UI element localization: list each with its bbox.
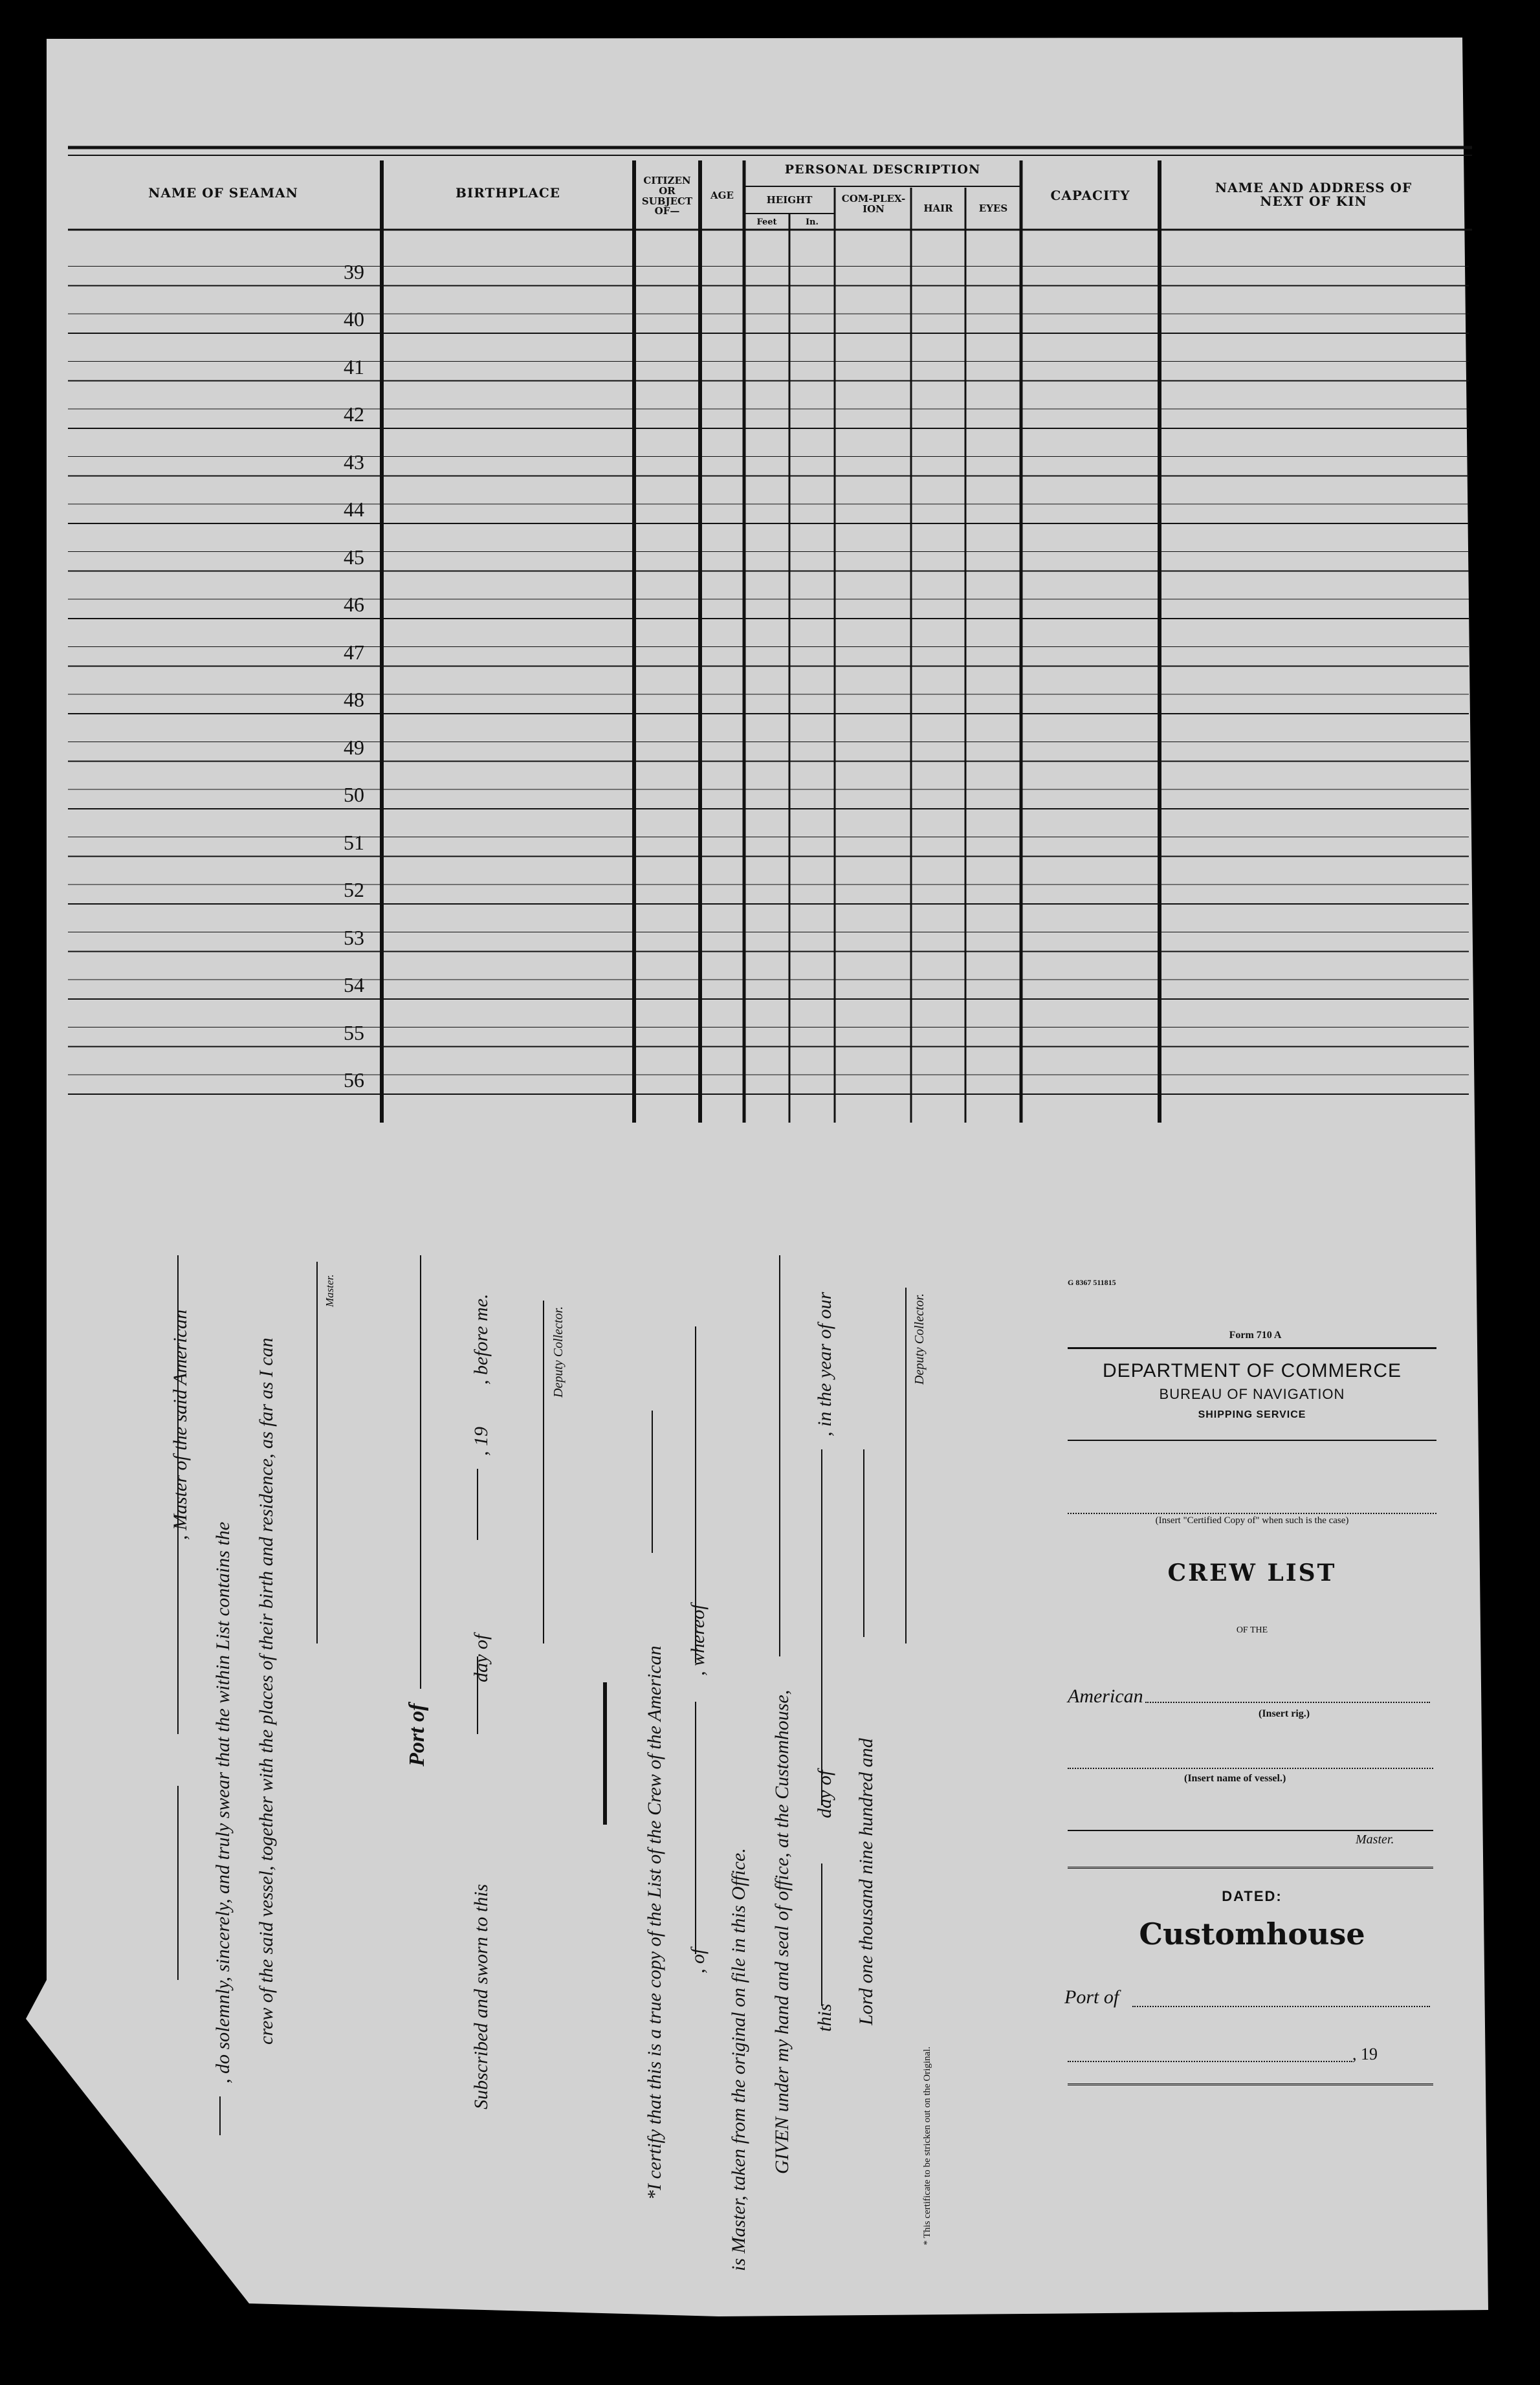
service-title: SHIPPING SERVICE	[1198, 1409, 1306, 1420]
cover-master-label: Master.	[1356, 1832, 1394, 1847]
header-eyes: EYES	[978, 203, 1008, 214]
header-complexion: COM-PLEX-ION	[841, 193, 906, 215]
header-name-of-seaman: NAME OF SEAMAN	[148, 185, 298, 201]
header-capacity: CAPACITY	[1050, 188, 1130, 203]
certificate-this: this	[814, 2003, 835, 2032]
row-number: 48	[344, 688, 364, 711]
crew-list-title: CREW LIST	[1167, 1559, 1337, 1587]
of-the: OF THE	[1236, 1625, 1268, 1635]
oath-line-2: , do solemnly, sincerely, and truly swear that the within List contains the	[212, 1521, 234, 2083]
cover-port-of: Port of	[1064, 1986, 1119, 2008]
row-number: 43	[344, 450, 364, 474]
certificate-footnote: * This certificate to be stricken out on the Original.	[922, 2046, 932, 2245]
certificate-year-of-our: , in the year of our	[814, 1291, 835, 1436]
cover-rule-top	[1068, 1347, 1436, 1349]
oath-before-me: , before me.	[470, 1293, 492, 1385]
insert-name-note: (Insert name of vessel.)	[1184, 1773, 1286, 1784]
insert-copy-note: (Insert "Certified Copy of" when such is the case)	[1155, 1515, 1349, 1526]
oath-day-of: day of	[470, 1634, 492, 1682]
row-number: 56	[344, 1068, 364, 1092]
bureau-title: BUREAU OF NAVIGATION	[1159, 1386, 1345, 1402]
row-number: 51	[344, 830, 364, 854]
certificate-line-4: GIVEN under my hand and seal of office, at the Customhouse,	[771, 1689, 793, 2174]
header-citizen: CITIZEN OR SUBJECT OF—	[641, 175, 693, 217]
row-number: 47	[344, 640, 364, 664]
cover-rule-5	[1068, 2083, 1433, 2085]
insert-rig-note: (Insert rig.)	[1259, 1708, 1310, 1719]
department-title: DEPARTMENT OF COMMERCE	[1102, 1360, 1402, 1381]
dated-label: DATED:	[1222, 1888, 1282, 1904]
date-blank	[1068, 2061, 1352, 2062]
row-number: 40	[344, 307, 364, 331]
header-inches: In.	[805, 217, 819, 227]
row-number: 53	[344, 925, 364, 949]
oath-year: , 19	[470, 1427, 492, 1456]
american-label: American	[1068, 1686, 1143, 1707]
row-number: 54	[344, 973, 364, 996]
certificate-day-of: day of	[814, 1770, 835, 1818]
header-birthplace: BIRTHPLACE	[455, 185, 561, 201]
row-number: 55	[344, 1020, 364, 1044]
customhouse-title: Customhouse	[1139, 1917, 1365, 1951]
row-number: 42	[344, 402, 364, 426]
cover-rule-3	[1068, 1513, 1436, 1514]
row-number: 41	[344, 355, 364, 379]
row-number: 44	[344, 498, 364, 521]
cover-rule-4	[1068, 1867, 1433, 1869]
oath-master-label: Master.	[324, 1274, 336, 1307]
certificate-of: , of	[687, 1948, 709, 1973]
master-blank	[1068, 1830, 1433, 1831]
cover-rule-2	[1068, 1440, 1436, 1441]
certificate-line-6: Lord one thousand nine hundred and	[855, 1738, 877, 2025]
header-hair: HAIR	[923, 203, 953, 214]
header-next-of-kin: NAME AND ADDRESS OF NEXT OF KIN	[1215, 180, 1413, 209]
row-number: 50	[344, 783, 364, 806]
header-personal-description: PERSONAL DESCRIPTION	[784, 162, 981, 177]
cover-year: , 19	[1352, 2045, 1378, 2063]
oath-line-3: crew of the said vessel, together with the places of their birth and residence, as far as I can	[256, 1337, 277, 2045]
port-blank	[1132, 2006, 1430, 2007]
row-number: 46	[344, 593, 364, 616]
row-number: 45	[344, 545, 364, 569]
oath-port-of: Port of	[405, 1703, 429, 1766]
header-feet: Feet	[756, 217, 777, 227]
oath-line-1: , Master of the said American	[170, 1309, 191, 1540]
row-number: 49	[344, 735, 364, 759]
oath-deputy-collector: Deputy Collector.	[551, 1306, 566, 1398]
oath-subscribed: Subscribed and sworn to this	[470, 1884, 492, 2109]
row-number: 52	[344, 878, 364, 901]
row-number: 39	[344, 259, 364, 283]
american-blank	[1145, 1702, 1430, 1703]
certificate-whereof: , whereof	[687, 1604, 709, 1676]
certificate-deputy-collector: Deputy Collector.	[912, 1293, 927, 1385]
vessel-name-blank	[1068, 1768, 1433, 1769]
certificate-line-1: *I certify that this is a true copy of the List of the Crew of the American	[644, 1645, 665, 2200]
header-age: AGE	[710, 190, 734, 201]
form-number: Form 710 A	[1229, 1330, 1282, 1341]
print-code: G 8367 511815	[1068, 1278, 1116, 1287]
certificate-line-3: is Master, taken from the original on file in this Office.	[728, 1848, 749, 2271]
header-height: HEIGHT	[766, 194, 813, 206]
